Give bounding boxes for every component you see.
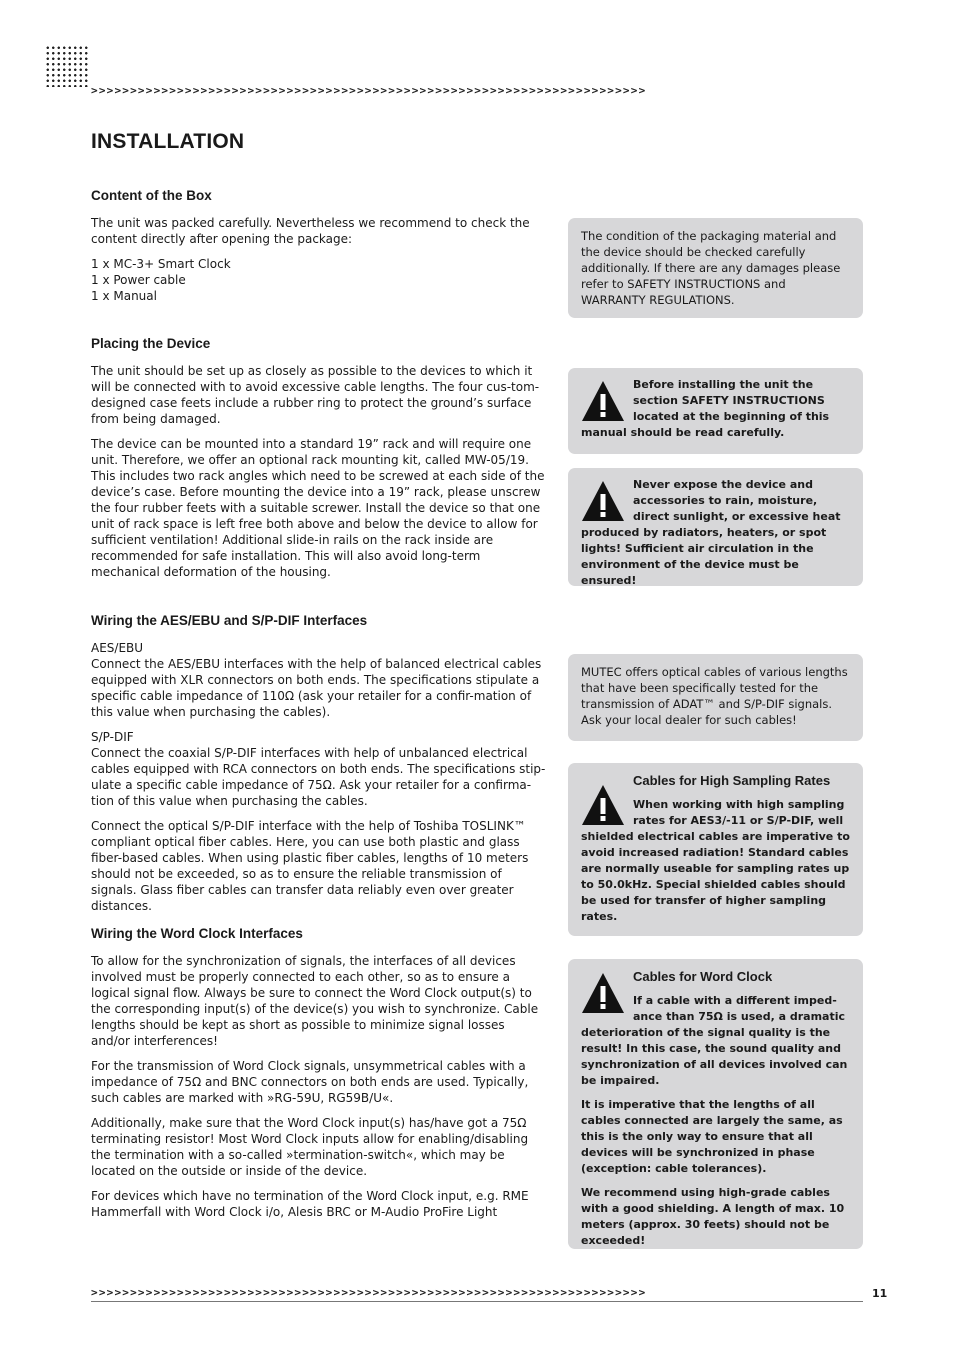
section-placing-device [91, 335, 546, 589]
section-heading: Content of the Box [91, 188, 212, 203]
paragraph: Additionally, make sure that the Word Clock input(s) has/have got a 75Ω terminating resistor! Most Word Clock inputs allow for enabling/disabling the termination with a so-called »termination-switch«, which may be located on the outside or inside of the device. [91, 1116, 529, 1178]
footer-rule [91, 1301, 863, 1302]
warning-triangle-icon [581, 479, 625, 523]
warning-triangle-icon [581, 971, 625, 1015]
paragraph: The unit should be set up as closely as possible to the devices to which it will be connected with to avoid excessive cable lengths. The four cus-tom-designed case feets include a rubber ring to protect the ground’s surface from being damaged. [91, 364, 540, 426]
note-box-optical-cables [568, 654, 863, 741]
page-number: 11 [872, 1287, 888, 1300]
note-text: The condition of the packaging material and the device should be checked carefully additionally. If there are any damages please refer to SAFETY INSTRUCTIONS and WARRANTY REGULATIONS. [581, 229, 841, 307]
header-arrows: >>>>>>>>>>>>>>>>>>>>>>>>>>>>>>>>>>>>>>>>>>>>>>>>>>>>>>>>>>>>>>>>>>>>>>> [91, 84, 647, 97]
note-box-packaging [568, 218, 863, 318]
warning-box-exposure [568, 468, 863, 586]
dot-grid-logo [45, 45, 89, 87]
list-item: 1 x MC-3+ Smart Clock [91, 257, 231, 271]
warning-text: If a cable with a different imped-ance than 75Ω is used, a dramatic deterioration of the signal quality is the result! In this case, the sound quality and synchronization of all devices involved can be impaired. [581, 994, 848, 1087]
warning-box-high-sampling [568, 763, 863, 936]
section-content-of-box [91, 187, 546, 304]
paragraph: For the transmission of Word Clock signals, unsymmetrical cables with a impedance of 75Ω and BNC connectors on both ends are used. Typically, such cables are marked with »RG-59U, RG59B/U«. [91, 1059, 529, 1105]
section-wiring-word-clock [91, 925, 546, 1229]
section-heading: Wiring the AES/EBU and S/P-DIF Interfaces [91, 613, 368, 628]
warning-title: Cables for High Sampling Rates [633, 773, 831, 788]
sub-label: S/P-DIF [91, 730, 134, 744]
paragraph: To allow for the synchronization of signals, the interfaces of all devices involved must be properly connected to each other, so as to ensure a logical signal flow. Always be sure to connect the Word Clock output(s) to the corresponding input(s) of the device(s) you wish to synchronize. Cable lengths should be kept as short as possible to minimize signal losses and/or interferences! [91, 954, 539, 1048]
section-heading: Wiring the Word Clock Interfaces [91, 926, 303, 941]
warning-text: It is imperative that the lengths of all cables connected are largely the same, as this is the only way to ensure that all devices will be synchronized in phase (exception: cable tolerances). [581, 1098, 843, 1175]
paragraph: Connect the optical S/P-DIF interface with the help of Toshiba TOSLINK™ compliant optical fiber cables. Here, you can use both plastic and glass fiber-based cables. When using plastic fiber cables, lengths of 10 meters should not be exceeded, so as to ensure the reliable transmission of signals. Glass fiber cables can transfer data reliably even over greater distances. [91, 819, 529, 913]
page-title: INSTALLATION [91, 130, 245, 153]
warning-text: When working with high sampling rates for AES3/-11 or S/P-DIF, well shielded electrical cables are imperative to avoid increased radiation! Standard cables are normally useable for sampling rates up to 50.0kHz. Special shielded cables should be used for transfer of higher sampling rates. [581, 798, 850, 923]
warning-triangle-icon [581, 783, 625, 827]
paragraph: The device can be mounted into a standard 19” rack and will require one unit. Therefore, we offer an optional rack mounting kit, called MW-05/19. This includes two rack angles which need to be screwed at each side of the device’s case. Before mounting the device into a 19” rack, please unscrew the four rubber feets with a suitable screwer. Install the device so that one unit of rack space is left free both above and below the device to allow for sufficient ventilation! Additional slide-in rails on the rack inside are recommended for safe installation. This will also avoid long-term mechanical deformation of the housing. [91, 437, 545, 579]
section-wiring-aes [91, 612, 546, 923]
warning-text: Before installing the unit the section SAFETY INSTRUCTIONS located at the beginning of this manual should be read carefully. [581, 378, 830, 439]
note-text: MUTEC offers optical cables of various lengths that have been specifically tested for the transmission of ADAT™ and S/P-DIF signals. Ask your local dealer for such cables! [581, 665, 848, 727]
warning-box-word-clock [568, 959, 863, 1249]
warning-text: We recommend using high-grade cables with a good shielding. A length of max. 10 meters (approx. 30 feets) should not be exceeded! [581, 1186, 845, 1247]
paragraph: The unit was packed carefully. Nevertheless we recommend to check the content directly after opening the package: [91, 216, 530, 246]
paragraph: Connect the coaxial S/P-DIF interfaces with help of unbalanced electrical cables equipped with RCA connectors on both ends. The specifications stip-ulate a specific cable impedance of 75Ω. Ask your retailer for a confirma-tion of this value when purchasing the cables. [91, 746, 546, 808]
warning-triangle-icon [581, 379, 625, 423]
paragraph: Connect the AES/EBU interfaces with the help of balanced electrical cables equipped with XLR connectors on both ends. The specifications stipulate a specific cable impedance of 110Ω (ask your retailer for a confir-mation of this value when purchasing the cables). [91, 657, 542, 719]
list-item: 1 x Power cable [91, 273, 186, 287]
sub-label: AES/EBU [91, 641, 144, 655]
warning-text: Never expose the device and accessories to rain, moisture, direct sunlight, or excessive heat produced by radiators, heaters, or spot lights! Sufficient air circulation in the environment of the device must be ensured! [581, 478, 841, 587]
paragraph: For devices which have no termination of the Word Clock input, e.g. RME Hammerfall with Word Clock i/o, Alesis BRC or M-Audio ProFire Light [91, 1189, 529, 1219]
footer-arrows: >>>>>>>>>>>>>>>>>>>>>>>>>>>>>>>>>>>>>>>>>>>>>>>>>>>>>>>>>>>>>>>>>>>>>>> [91, 1286, 647, 1299]
list-item: 1 x Manual [91, 289, 157, 303]
warning-box-safety [568, 368, 863, 454]
section-heading: Placing the Device [91, 336, 211, 351]
warning-title: Cables for Word Clock [633, 969, 773, 984]
